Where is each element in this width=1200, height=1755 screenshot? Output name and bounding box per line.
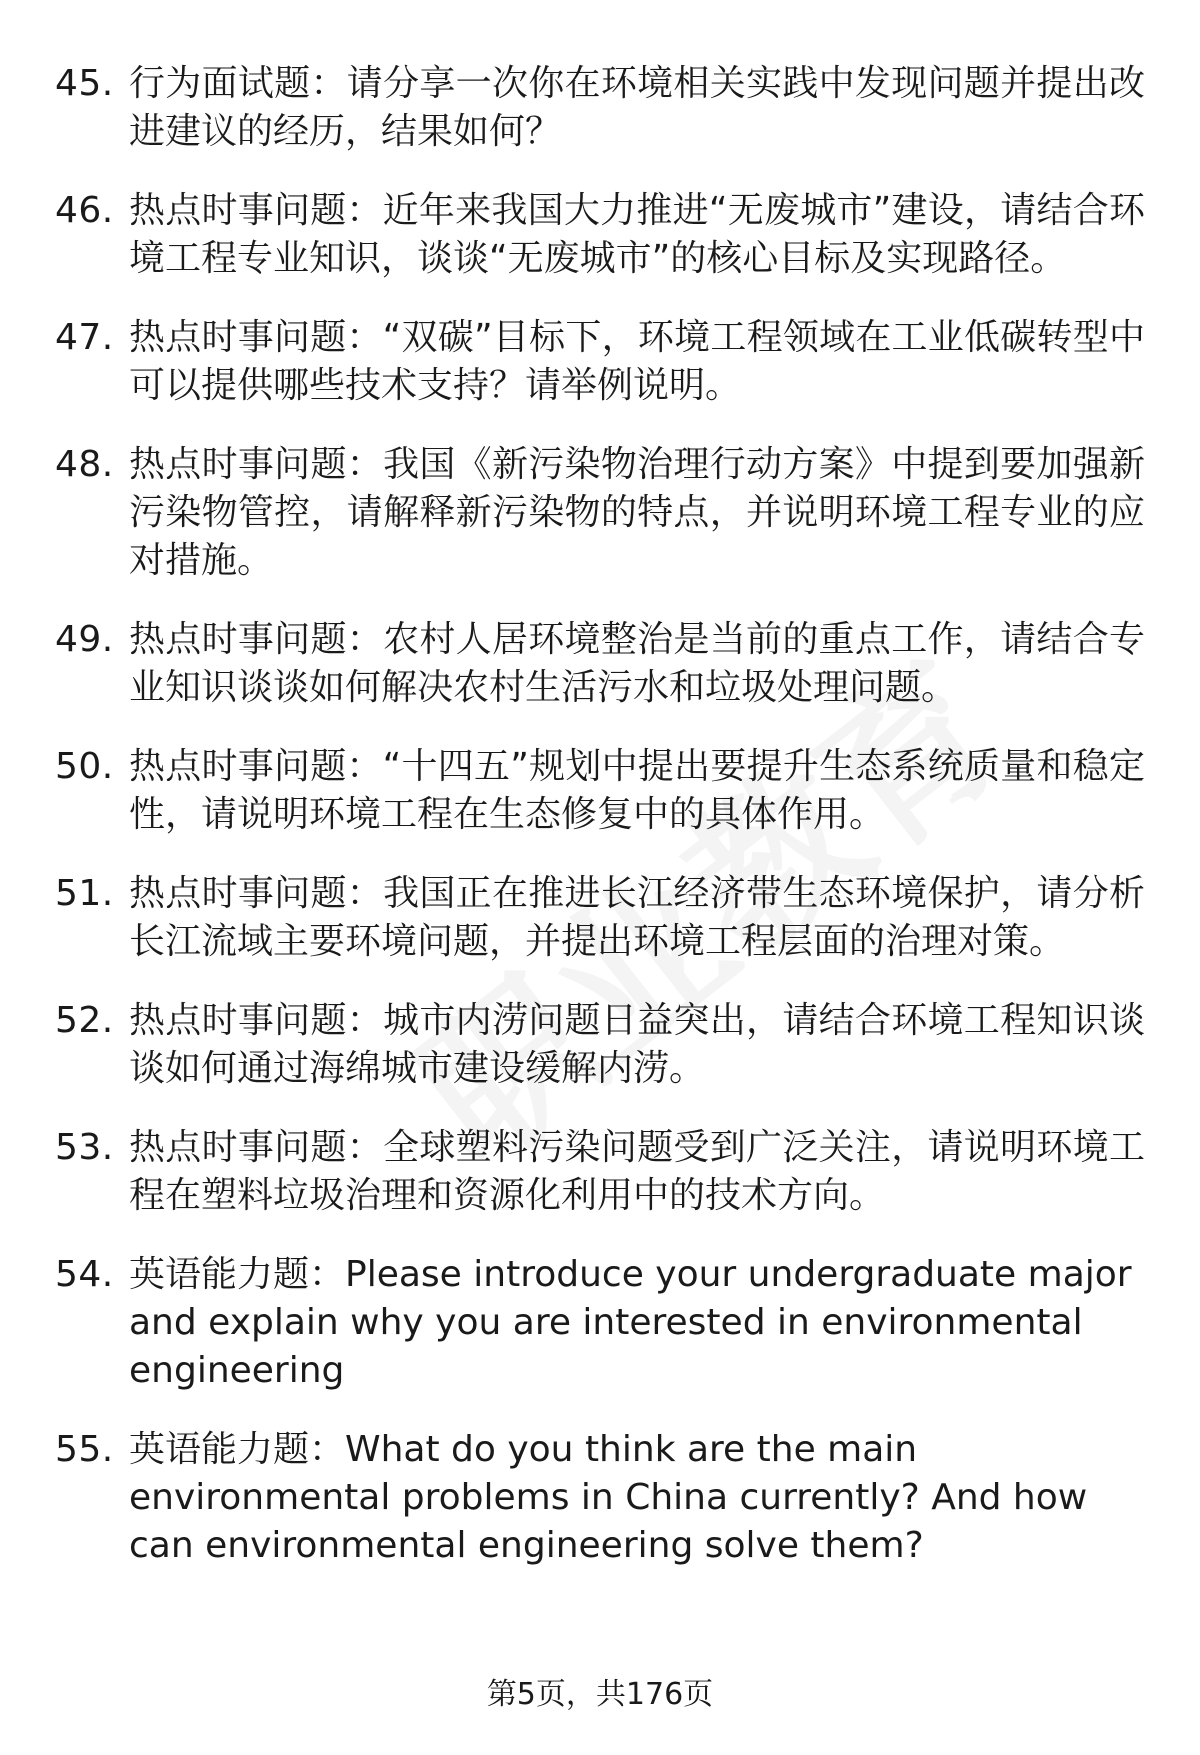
question-number: 55. [55, 1429, 114, 1470]
question-number: 54. [55, 1254, 114, 1295]
question-item [55, 441, 1145, 585]
question-item [55, 187, 1145, 283]
question-number: 48. [55, 444, 114, 485]
question-text: 热点时事问题：“双碳”目标下，环境工程领域在工业低碳转型中可以提供哪些技术支持？请举例说明。 [129, 317, 1145, 406]
question-item [55, 60, 1145, 156]
question-text: 热点时事问题：“十四五”规划中提出要提升生态系统质量和稳定性，请说明环境工程在生态修复中的具体作用。 [129, 746, 1145, 835]
question-item [55, 870, 1145, 966]
question-number: 47. [55, 317, 114, 358]
page-number-label: 第5页，共176页 [486, 1677, 714, 1712]
question-number: 52. [55, 1000, 114, 1041]
question-number: 51. [55, 873, 114, 914]
question-number: 46. [55, 190, 114, 231]
question-text: 行为面试题：请分享一次你在环境相关实践中发现问题并提出改进建议的经历，结果如何？ [129, 63, 1145, 152]
question-text: 热点时事问题：城市内涝问题日益突出，请结合环境工程知识谈谈如何通过海绵城市建设缓解内涝。 [129, 1000, 1145, 1089]
question-item [55, 997, 1145, 1093]
question-item [55, 1251, 1145, 1395]
question-text: 英语能力题：Please introduce your undergraduate major and explain why you are interested in environmental engineering [129, 1254, 1132, 1391]
question-text: 英语能力题：What do you think are the main environmental problems in China currently? And how can environmental engineering solve them? [129, 1429, 1088, 1566]
question-number: 50. [55, 746, 114, 787]
question-text: 热点时事问题：我国《新污染物治理行动方案》中提到要加强新污染物管控，请解释新污染物的特点，并说明环境工程专业的应对措施。 [129, 444, 1145, 581]
question-item [55, 743, 1145, 839]
question-number: 49. [55, 619, 114, 660]
question-number: 53. [55, 1127, 114, 1168]
page-footer [0, 1675, 1200, 1715]
question-text: 热点时事问题：农村人居环境整治是当前的重点工作，请结合专业知识谈谈如何解决农村生活污水和垃圾处理问题。 [129, 619, 1145, 708]
question-item [55, 1426, 1145, 1570]
question-list [55, 60, 1145, 1570]
question-item [55, 1124, 1145, 1220]
question-text: 热点时事问题：近年来我国大力推进“无废城市”建设，请结合环境工程专业知识，谈谈“无废城市”的核心目标及实现路径。 [129, 190, 1145, 279]
question-item [55, 616, 1145, 712]
question-number: 45. [55, 63, 114, 104]
question-text: 热点时事问题：全球塑料污染问题受到广泛关注，请说明环境工程在塑料垃圾治理和资源化利用中的技术方向。 [129, 1127, 1145, 1216]
question-text: 热点时事问题：我国正在推进长江经济带生态环境保护，请分析长江流域主要环境问题，并提出环境工程层面的治理对策。 [129, 873, 1145, 962]
question-item [55, 314, 1145, 410]
